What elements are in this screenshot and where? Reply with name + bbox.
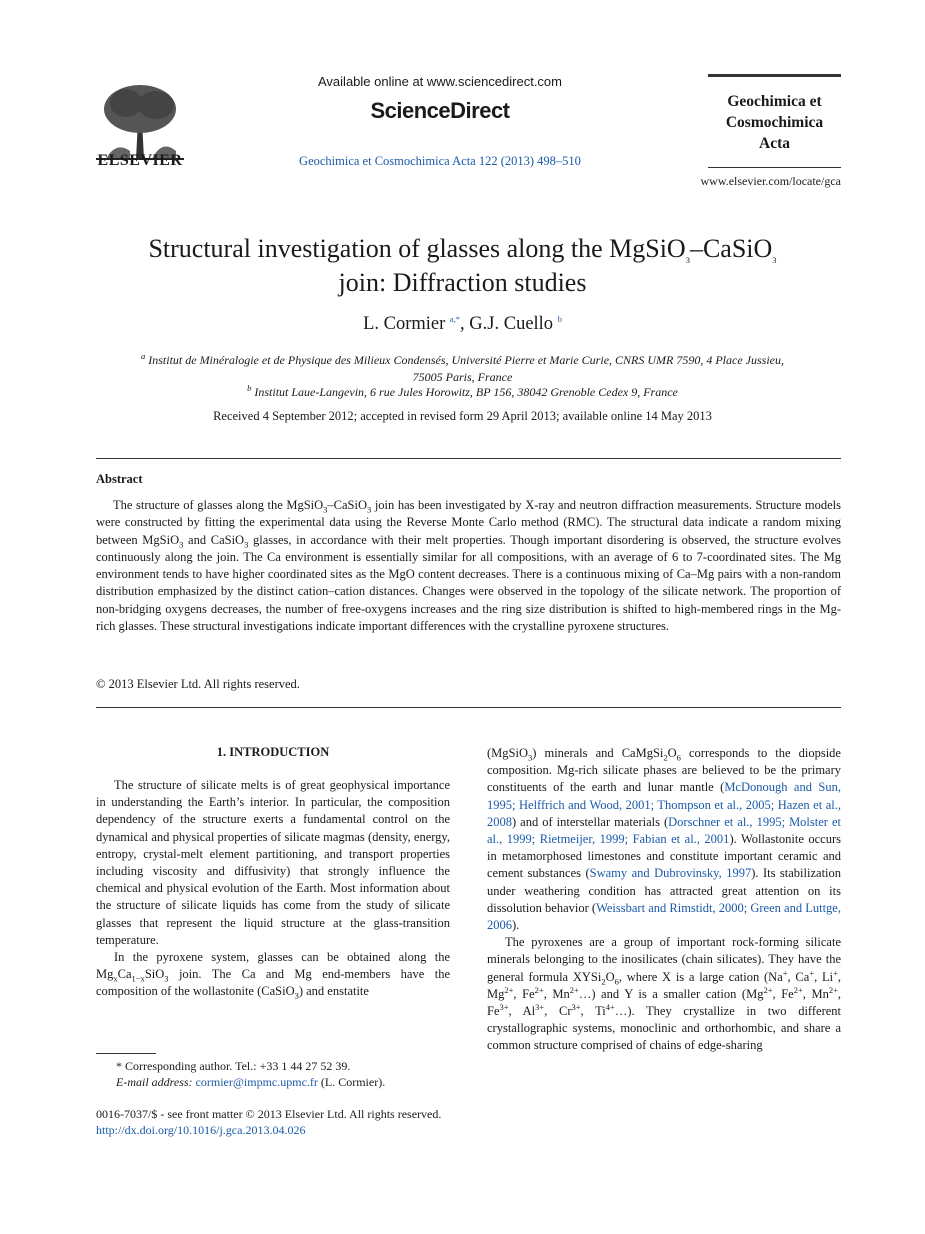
superscript: + xyxy=(809,967,815,978)
title-subscript: 3 xyxy=(772,255,777,266)
subscript: x xyxy=(113,973,118,984)
text: ). xyxy=(512,918,520,933)
text: corresponds to the diopside composition. Mg-rich silicate phases are believed to be the primary constituents of the earth and lunar mantle ( xyxy=(487,746,841,795)
author-list xyxy=(96,314,829,335)
superscript: 2+ xyxy=(828,984,838,995)
text: O xyxy=(667,746,677,760)
text: ) minerals and CaMgSi xyxy=(532,746,664,760)
footnote-mark: * xyxy=(116,1059,122,1073)
text: SiO xyxy=(144,967,165,982)
divider xyxy=(96,707,841,708)
issn-line: 0016-7037/$ - see front matter © 2013 Elsevier Ltd. All rights reserved. xyxy=(96,1107,442,1121)
superscript: 2+ xyxy=(763,984,773,995)
text: ) and of interstellar materials ( xyxy=(512,814,669,829)
text: (MgSiO xyxy=(487,746,528,760)
journal-name-line: Cosmochimica xyxy=(725,114,824,131)
superscript: 2+ xyxy=(504,984,514,995)
subscript: 2 xyxy=(601,976,606,987)
text: ) and enstatite xyxy=(298,984,369,999)
text: Ca xyxy=(117,967,132,982)
abstract-heading: Abstract xyxy=(96,472,143,486)
received-dates: Received 4 September 2012; accepted in revised form 29 April 2013; available online 14 May 2013 xyxy=(213,409,712,423)
text: In the pyroxene system, glasses can be obtained along the Mg xyxy=(96,950,450,982)
affiliation-text: Institut de Minéralogie et de Physique des Milieux Condensés, Université Pierre et Marie Curie, CNRS UMR 7590, 4 Place Jussieu, xyxy=(148,353,784,367)
affiliation-text: Institut Laue-Langevin, 6 rue Jules Horowitz, BP 156, 38042 Grenoble Cedex 9, France xyxy=(254,385,678,399)
paragraph xyxy=(96,949,450,1001)
superscript: + xyxy=(782,967,788,978)
author-affiliation-link[interactable]: a,* xyxy=(449,313,461,324)
title-text: join: Diffraction studies xyxy=(338,268,587,297)
subscript: 3 xyxy=(164,973,169,984)
author-separator: , xyxy=(460,314,470,334)
publisher-name: ELSEVIER xyxy=(97,152,183,169)
citation-link[interactable]: McDonough and Sun, 1995; Helffrich and Wood, 2001; Thompson et al., 2005; Hazen et al., 2008 xyxy=(487,780,841,829)
journal-name-line: Geochimica et xyxy=(727,93,822,110)
text: , Mg xyxy=(487,969,842,1001)
text: …) and Y is a smaller cation (Mg xyxy=(578,986,764,1001)
text: ). Its stabilization under weathering condition has attracted great attention on its dissolution behavior ( xyxy=(487,866,842,915)
right-column xyxy=(487,745,841,1055)
abstract-text: and CaSiO xyxy=(183,532,245,547)
superscript: + xyxy=(833,967,838,978)
affiliation-mark: b xyxy=(247,383,252,393)
text: , Mn xyxy=(543,986,570,1001)
paragraph xyxy=(487,934,841,1054)
title-subscript: 3 xyxy=(685,255,690,266)
subscript: 6 xyxy=(614,976,619,987)
subscript: 2 xyxy=(663,752,668,763)
affiliation-mark: a xyxy=(140,351,146,361)
subscript: 3 xyxy=(244,539,249,550)
text: , Fe xyxy=(513,986,535,1001)
title-text: Structural investigation of glasses along the MgSiO xyxy=(148,234,686,263)
front-matter xyxy=(96,1106,516,1138)
subscript: 3 xyxy=(179,539,184,550)
footnote-line xyxy=(96,1074,450,1090)
text: ). Wollastonite occurs in metamorphosed limestones and constitute important ceramic and cement substances ( xyxy=(487,832,841,881)
doi-link[interactable]: http://dx.doi.org/10.1016/j.gca.2013.04.026 xyxy=(96,1123,306,1137)
citation-link[interactable]: Dorschner et al., 1995; Molster et al., 1999; Rietmeijer, 1999; Fabian et al., 2001 xyxy=(487,814,841,847)
superscript: 2+ xyxy=(569,984,579,995)
footnote-rule xyxy=(96,1053,156,1054)
text: , Al xyxy=(508,1004,536,1019)
footnote-line xyxy=(96,1058,450,1074)
abstract-text: glasses, in accordance with their melt properties. Though important disordering is observed, the structure evolves continuously along the join. The Ca environment is essentially similar for all compositions, with an average of 6 to 7-coordinated sites. The Mg environment tends to have higher coordinated sites as the MgO content decreases. There is a continuous mixing of Ca–Mg pairs with a non-random distribution emphasized by the distinct cation–cation distances. Changes were observed in the topology of the silicate network. The proportion of non-bridging oxygens decreases, the number of free-oxygens increases and the ring size distribution is shifted to high-membered rings in the Mg-rich glasses. These structural investigations indicate important differences with the crystalline pyroxene structures. xyxy=(96,532,842,634)
subscript: 3 xyxy=(294,990,299,1001)
journal-citation-link[interactable]: Geochimica et Cosmochimica Acta 122 (2013) 498–510 xyxy=(299,154,581,168)
subscript: 3 xyxy=(367,504,372,515)
superscript: 3+ xyxy=(535,1001,545,1012)
subscript: 3 xyxy=(323,504,328,515)
superscript: 2+ xyxy=(793,984,803,995)
text: , Ti xyxy=(580,1004,606,1019)
divider xyxy=(96,458,841,459)
footnote xyxy=(96,1058,450,1090)
text: The pyroxenes are a group of important rock-forming silicate minerals belonging to the inosilicates (chain silicates). They have the general formula XYSi xyxy=(487,935,841,984)
abstract-body xyxy=(96,497,841,635)
text: join. The Ca and Mg end-members have the composition of the wollastonite (CaSiO xyxy=(96,967,450,999)
footnote-text: (L. Cormier). xyxy=(320,1075,386,1089)
article-title xyxy=(96,232,829,300)
text: , where X is a large cation (Na xyxy=(618,969,783,984)
author-name: G.J. Cuello xyxy=(469,314,554,334)
sciencedirect-wordmark: ScienceDirect xyxy=(370,98,510,123)
subscript: 1−x xyxy=(131,973,145,984)
superscript: 2+ xyxy=(534,984,544,995)
author-affiliation-link[interactable]: b xyxy=(557,313,562,324)
abstract-copyright: © 2013 Elsevier Ltd. All rights reserved. xyxy=(96,677,300,691)
superscript: 4+ xyxy=(605,1001,615,1012)
email-link[interactable]: cormier@impmc.upmc.fr xyxy=(195,1075,318,1089)
subscript: 6 xyxy=(676,752,681,763)
journal-title-box xyxy=(708,74,841,168)
affiliation-b xyxy=(96,384,829,401)
email-label: E-mail address: xyxy=(116,1075,193,1089)
text: , Cr xyxy=(544,1004,572,1019)
subscript: 3 xyxy=(527,752,533,763)
title-text: –CaSiO xyxy=(689,234,773,263)
footnote-text: Corresponding author. Tel.: +33 1 44 27 52 39. xyxy=(125,1059,351,1073)
text: , Mn xyxy=(802,986,829,1001)
affiliation-a xyxy=(96,352,829,386)
journal-name-line: Acta xyxy=(759,135,790,152)
abstract-text: The structure of glasses along the MgSiO xyxy=(113,498,324,512)
author-name: L. Cormier xyxy=(363,314,446,334)
text: …). They crystallize in two different crystallographic systems, monoclinic and orthorhombic, and share a common structure comprised of chains of edge-sharing xyxy=(487,1004,842,1053)
paragraph: The structure of silicate melts is of great geophysical importance in understanding the Earth’s interior. In particular, the composition dependency of the structure exerts a fundamental control on the dynamical and physical properties of silicate magmas (density, energy, entropy, crystal-melt element partitioning, and transport properties including viscosity and diffusivity) that strongly influence the chemical and physical evolution of the Earth. Most information about the structure of silicate liquids has come from the study of silicate glasses that represent the liquid structure at the glass-transition temperature. xyxy=(96,778,450,947)
text: O xyxy=(605,969,615,984)
paragraph xyxy=(487,745,841,934)
superscript: 3+ xyxy=(499,1001,509,1012)
text: , Ca xyxy=(787,969,810,984)
abstract-text: –CaSiO xyxy=(327,498,368,512)
affiliation-text: 75005 Paris, France xyxy=(412,370,513,384)
abstract-text: join has been investigated by X-ray and neutron diffraction measurements. Structure models were constructed by fitting the experimental data using the Reverse Monte Carlo method (RMC). The structural data indicate a random mixing between MgSiO xyxy=(96,498,841,547)
text: , Fe xyxy=(772,986,794,1001)
section-heading: 1. INTRODUCTION xyxy=(216,745,330,759)
available-online: Available online at www.sciencedirect.com xyxy=(318,74,562,89)
citation-link[interactable]: Swamy and Dubrovinsky, 1997 xyxy=(589,866,752,881)
text: , Li xyxy=(814,969,834,984)
text: , Fe xyxy=(487,986,842,1019)
left-column xyxy=(96,777,450,1001)
citation-link[interactable]: Weissbart and Rimstidt, 2000; Green and Luttge, 2006 xyxy=(487,900,841,933)
superscript: 3+ xyxy=(571,1001,581,1012)
journal-url: www.elsevier.com/locate/gca xyxy=(700,174,841,188)
